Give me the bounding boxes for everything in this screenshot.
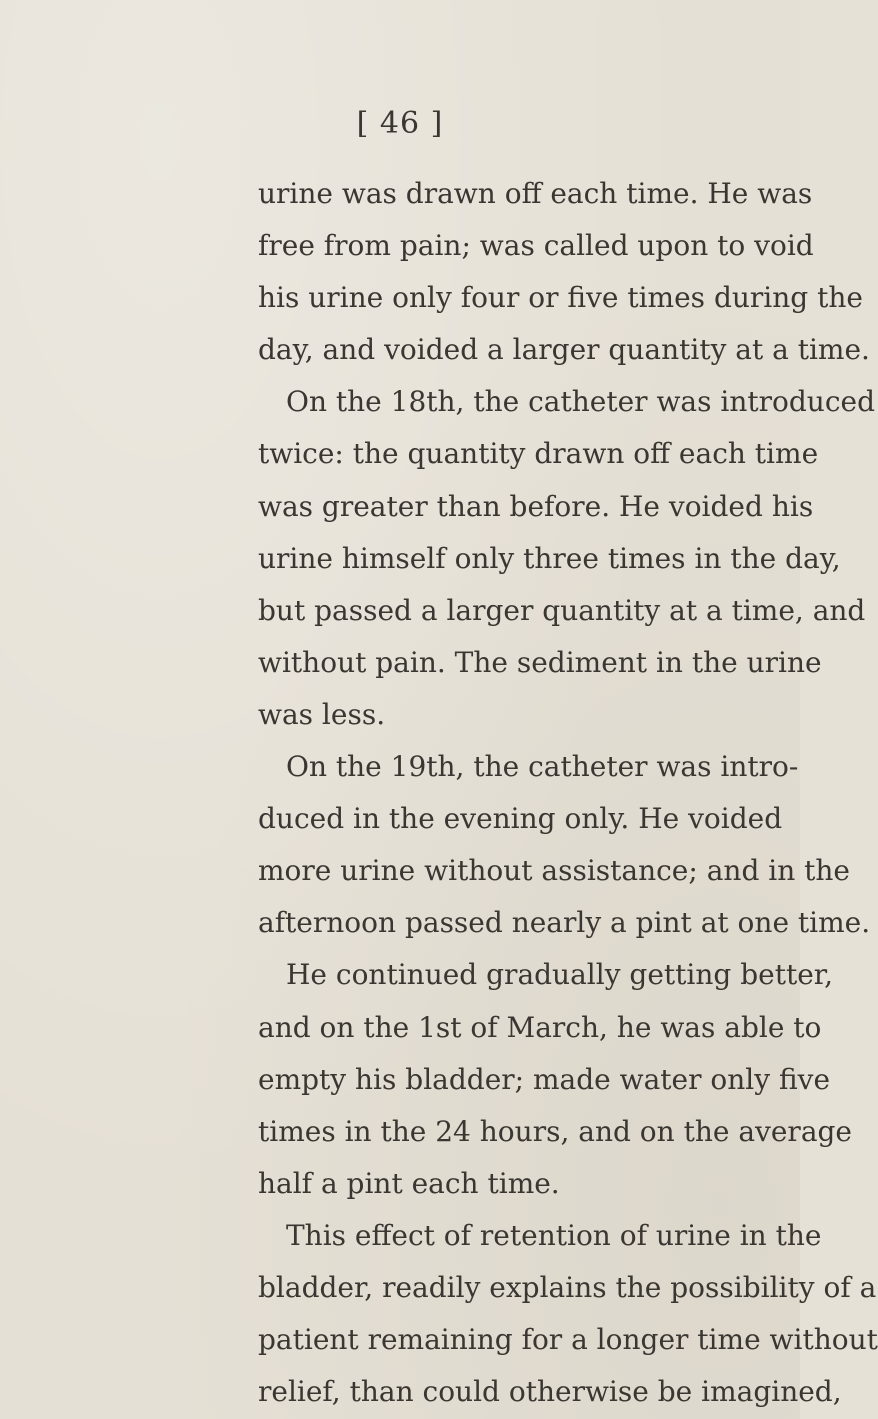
text-line: day, and voided a larger quantity at a time. <box>258 333 870 367</box>
text-line: but passed a larger quantity at a time, and <box>258 593 866 627</box>
text-line: urine himself only three times in the day, <box>258 541 841 575</box>
text-line: his urine only four or five times during the <box>258 281 863 315</box>
text-line: bladder, readily explains the possibility of a <box>258 1270 877 1304</box>
text-line: was greater than before. He voided his <box>258 489 814 523</box>
body-text <box>258 168 878 1418</box>
text-line: empty his bladder; made water only five <box>258 1062 831 1096</box>
text-line: more urine without assistance; and in the <box>258 854 851 888</box>
text-line: half a pint each time. <box>258 1166 560 1200</box>
text-line: urine was drawn off each time. He was <box>258 177 813 210</box>
text-line: patient remaining for a longer time without <box>258 1323 878 1357</box>
text-line: times in the 24 hours, and on the average <box>258 1114 853 1148</box>
page-number: [ 46 ] <box>356 106 444 141</box>
text-line: afternoon passed nearly a pint at one time. <box>258 906 871 940</box>
text-line: twice: the quantity drawn off each time <box>258 437 819 471</box>
text-line: without pain. The sediment in the urine <box>258 645 822 679</box>
text-line: This effect of retention of urine in the <box>286 1218 822 1252</box>
text-line: and on the 1st of March, he was able to <box>258 1010 822 1044</box>
text-line: duced in the evening only. He voided <box>258 802 783 836</box>
text-line: He continued gradually getting better, <box>286 958 833 992</box>
text-line: was less. <box>258 697 386 731</box>
text-line: relief, than could otherwise be imagined, <box>258 1375 842 1409</box>
text-line: free from pain; was called upon to void <box>258 229 814 263</box>
text-line: On the 18th, the catheter was introduced <box>286 385 875 419</box>
text-line: On the 19th, the catheter was intro- <box>286 750 799 784</box>
